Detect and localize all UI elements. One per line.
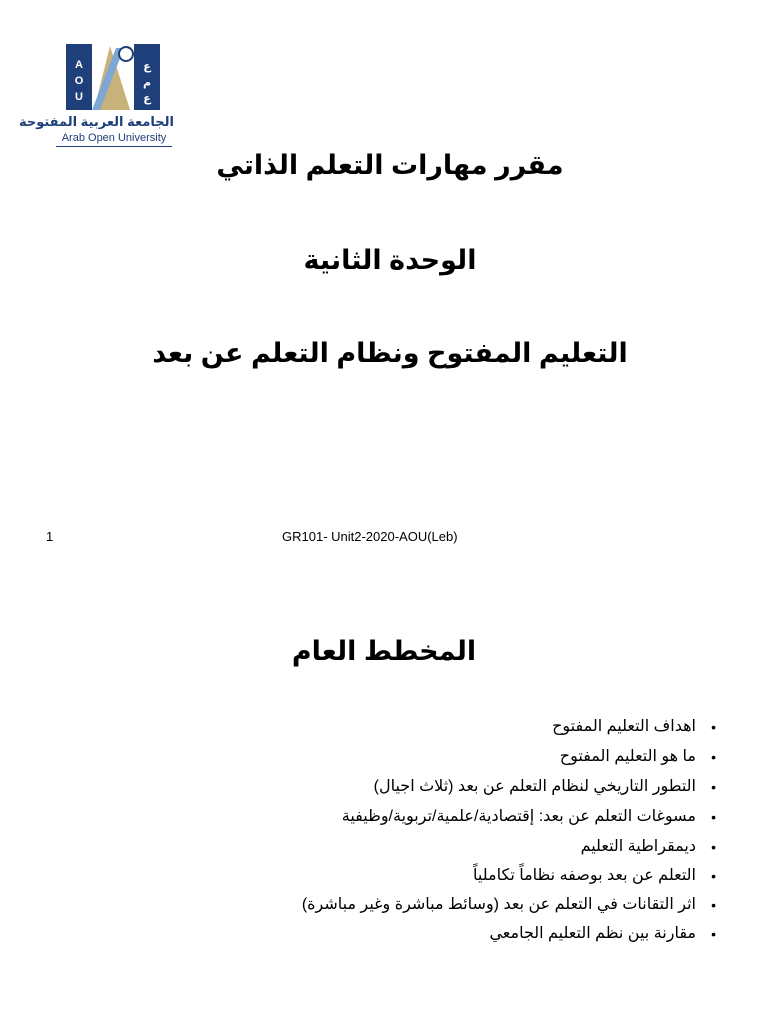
logo-underline [56, 146, 172, 147]
list-item [302, 712, 716, 742]
list-item [302, 861, 716, 890]
university-logo [18, 40, 174, 150]
bullet-icon: • [711, 749, 716, 765]
outline-list [302, 712, 716, 949]
list-item [302, 802, 716, 832]
list-item-text: اهداف التعليم المفتوح [552, 718, 696, 735]
list-item [302, 832, 716, 861]
list-item [302, 742, 716, 772]
list-item-text: مقارنة بين نظم التعليم الجامعي [489, 925, 696, 942]
bullet-icon: • [711, 839, 716, 855]
bullet-icon: • [711, 926, 716, 942]
course-code: GR101- Unit2-2020-AOU(Leb) [282, 529, 458, 544]
outline-heading: المخطط العام [291, 636, 477, 666]
logo-letter-a: A [75, 59, 83, 71]
list-item [302, 919, 716, 949]
logo-letter-u: U [75, 91, 83, 103]
bullet-icon: • [711, 868, 716, 884]
bullet-icon: • [711, 779, 716, 795]
logo-emblem-icon [54, 40, 174, 114]
page-number: 1 [46, 529, 54, 544]
list-item-text: التطور التاريخي لنظام التعلم عن بعد (ثلاث اجيال) [373, 778, 696, 795]
list-item-text: مسوغات التعلم عن بعد: إقتصادية/علمية/تربوية/وظيفية [341, 808, 696, 825]
svg-text:م: م [142, 76, 152, 89]
list-item-text: التعلم عن بعد بوصفه نظاماً تكاملياً [473, 867, 696, 884]
list-item-text: ما هو التعليم المفتوح [559, 748, 696, 765]
bullet-icon: • [711, 897, 716, 913]
logo-arabic-name: الجامعة العربية المفتوحة [18, 114, 174, 129]
svg-text:ع: ع [143, 92, 151, 105]
logo-letter-o: O [74, 75, 84, 87]
list-item [302, 890, 716, 919]
list-item [302, 772, 716, 802]
svg-text:ع: ع [143, 60, 151, 73]
topic-title: التعليم المفتوح ونظام التعلم عن بعد [152, 338, 628, 368]
bullet-icon: • [711, 809, 716, 825]
list-item-text: ديمقراطية التعليم [580, 838, 696, 855]
bullet-icon: • [711, 719, 716, 735]
course-title: مقرر مهارات التعلم الذاتي [216, 150, 564, 180]
list-item-text: اثر التقانات في التعلم عن بعد (وسائط مباشرة وغير مباشرة) [301, 896, 696, 913]
logo-english-name: Arab Open University [61, 132, 167, 144]
unit-title: الوحدة الثانية [303, 245, 477, 275]
